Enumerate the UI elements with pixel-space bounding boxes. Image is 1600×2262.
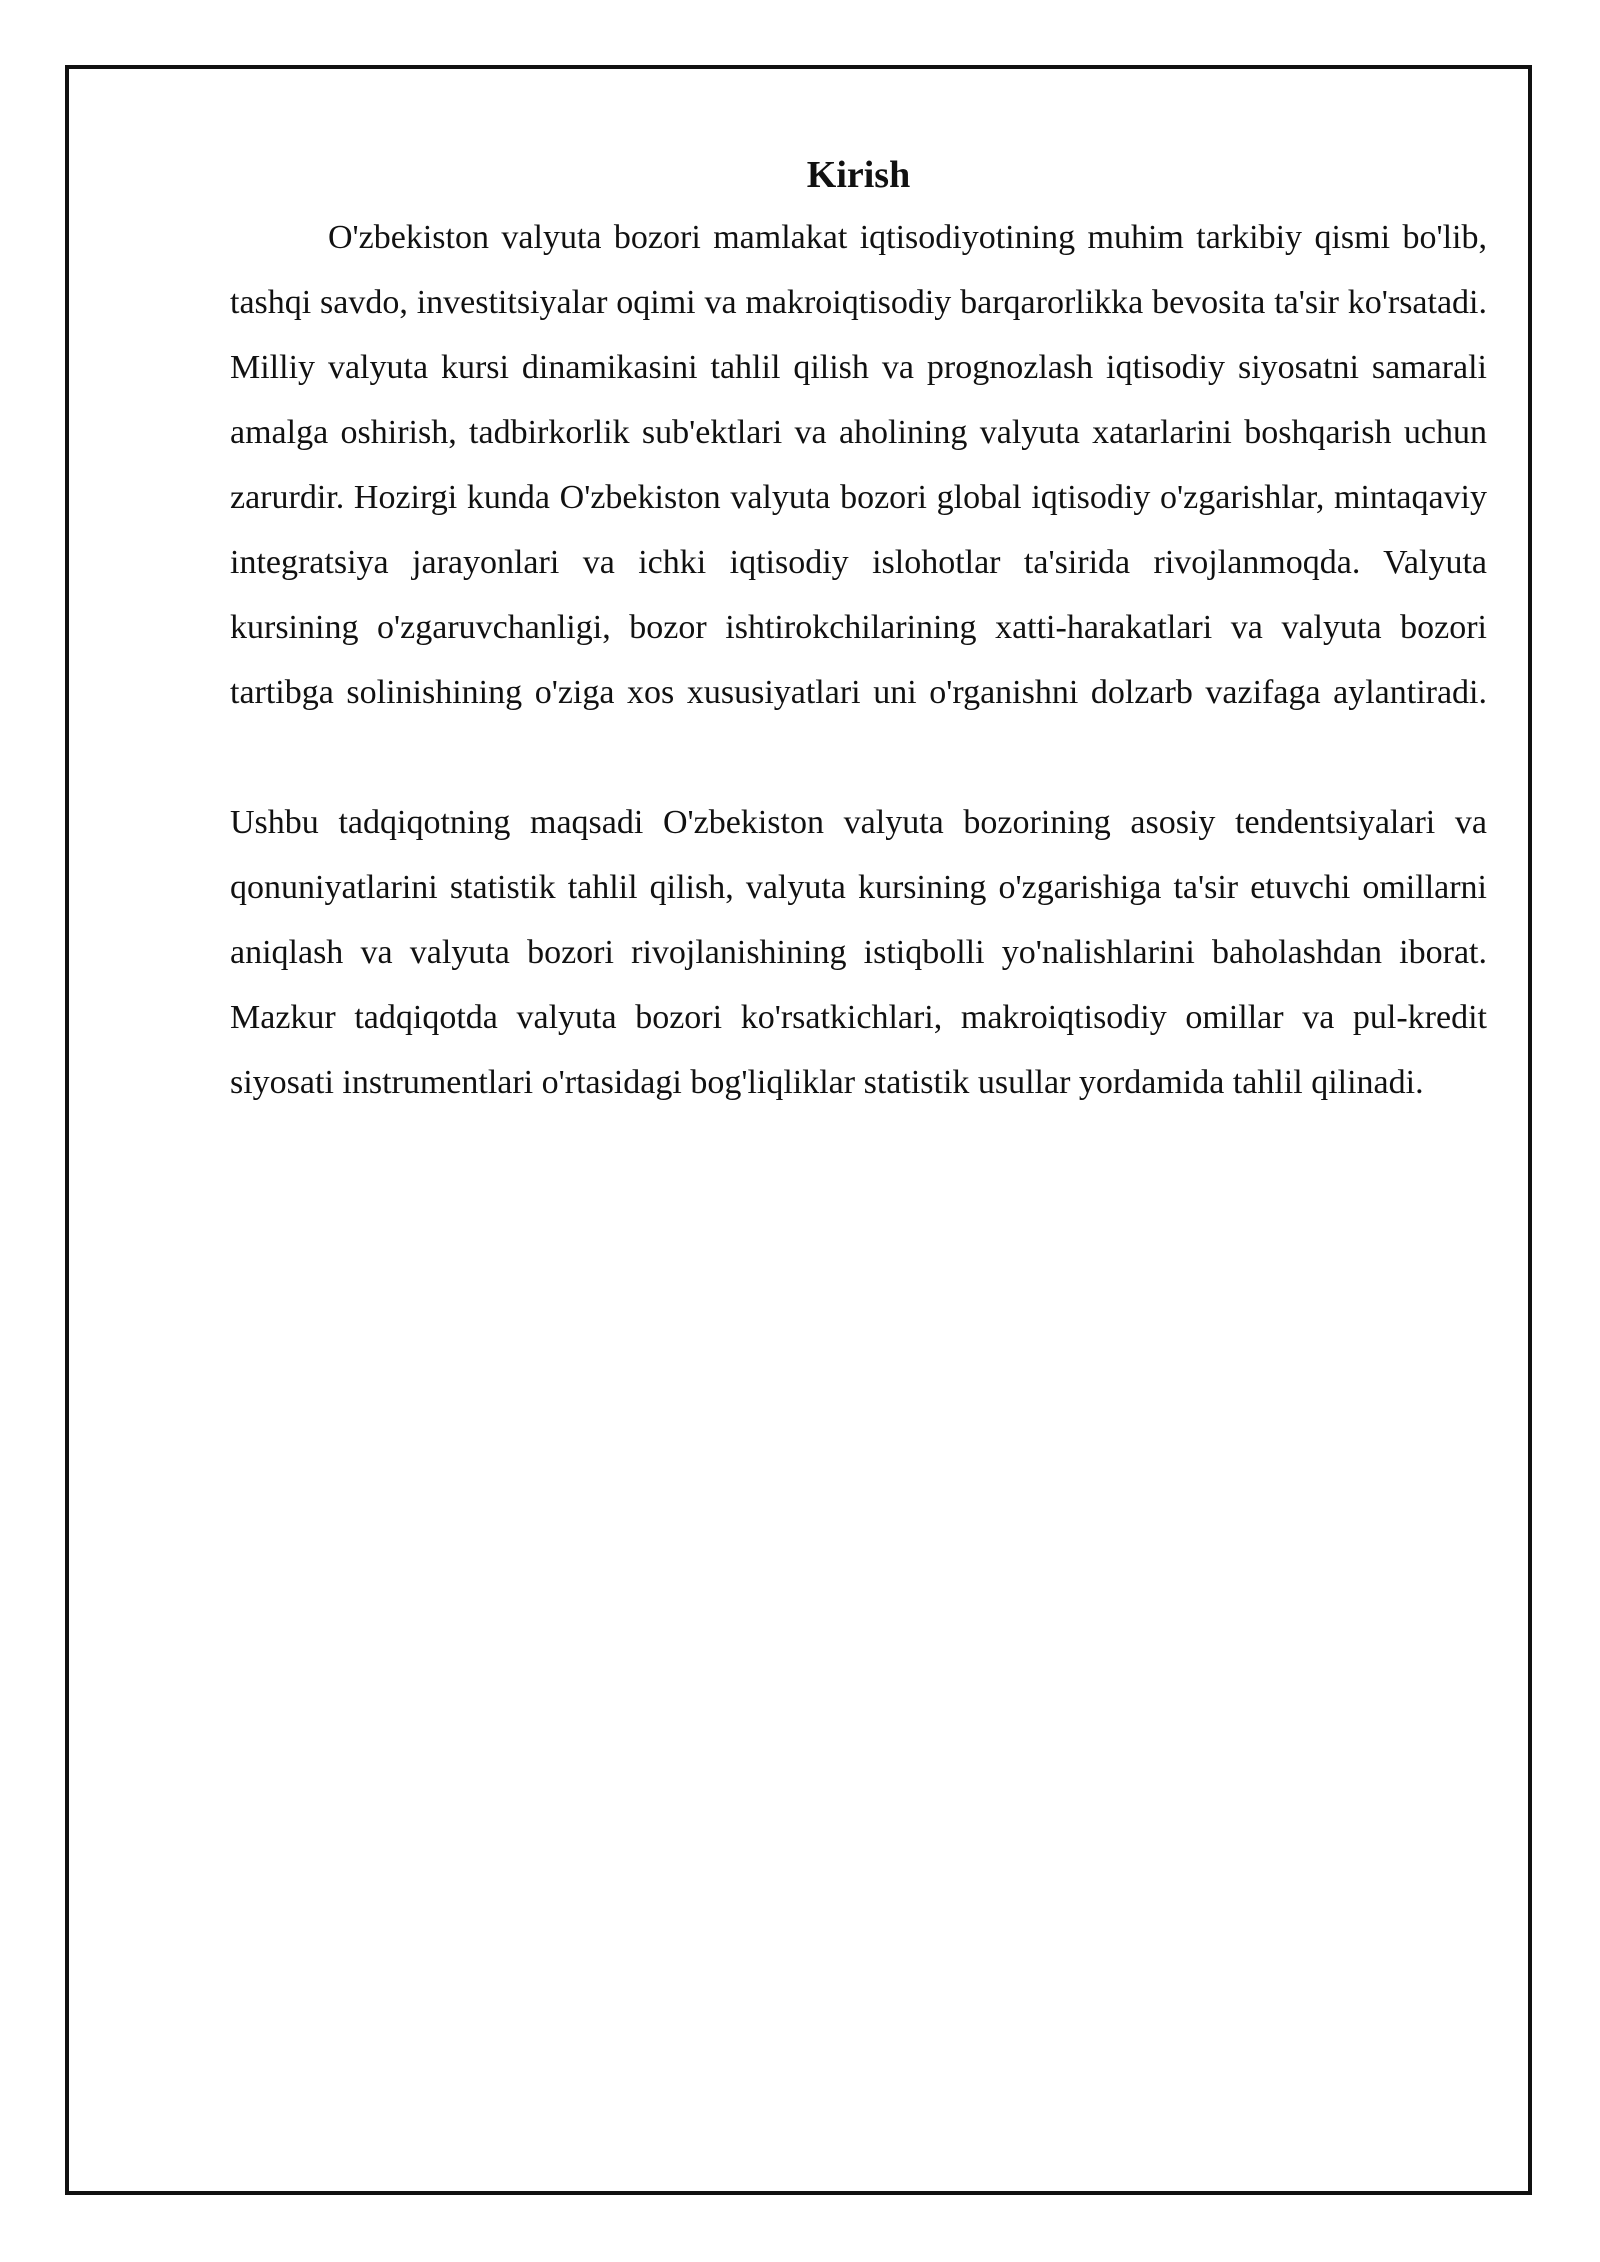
intro-paragraph-1: O'zbekiston valyuta bozori mamlakat iqtisodiyotining muhim tarkibiy qismi bo'lib, tashqi savdo, investitsiyalar oqimi va makroiqtisodiy barqarorlikka bevosita ta'sir ko'rsatadi. Milliy valyuta kursi dinamikasini tahlil qilish va prognozlash iqtisodiy siyosatni samarali amalga oshirish, tadbirkorlik sub'ektlari va aholining valyuta xatarlarini boshqarish uchun zarurdir. Hozirgi kunda O'zbekiston valyuta bozori global iqtisodiy o'zgarishlar, mintaqaviy integratsiya jarayonlari va ichki iqtisodiy islohotlar ta'sirida rivojlanmoqda. Valyuta kursining o'zgaruvchanligi, bozor ishtirokchilarining xatti-harakatlari va valyuta bozori tartibga solinishining o'ziga xos xususiyatlari uni o'rganishni dolzarb vazifaga aylantiradi. bbox=[230, 219, 1487, 711]
document-body bbox=[230, 145, 1487, 1115]
document-title: Kirish bbox=[806, 154, 911, 196]
intro-paragraph-2: Ushbu tadqiqotning maqsadi O'zbekiston valyuta bozorining asosiy tendentsiyalari va qonuniyatlarini statistik tahlil qilish, valyuta kursining o'zgarishiga ta'sir etuvchi omillarni aniqlash va valyuta bozori rivojlanishining istiqbolli yo'nalishlarini baholashdan iborat. Mazkur tadqiqotda valyuta bozori ko'rsatkichlari, makroiqtisodiy omillar va pul-kredit siyosati instrumentlari o'rtasidagi bog'liqliklar statistik usullar yordamida tahlil qilinadi. bbox=[230, 804, 1487, 1101]
